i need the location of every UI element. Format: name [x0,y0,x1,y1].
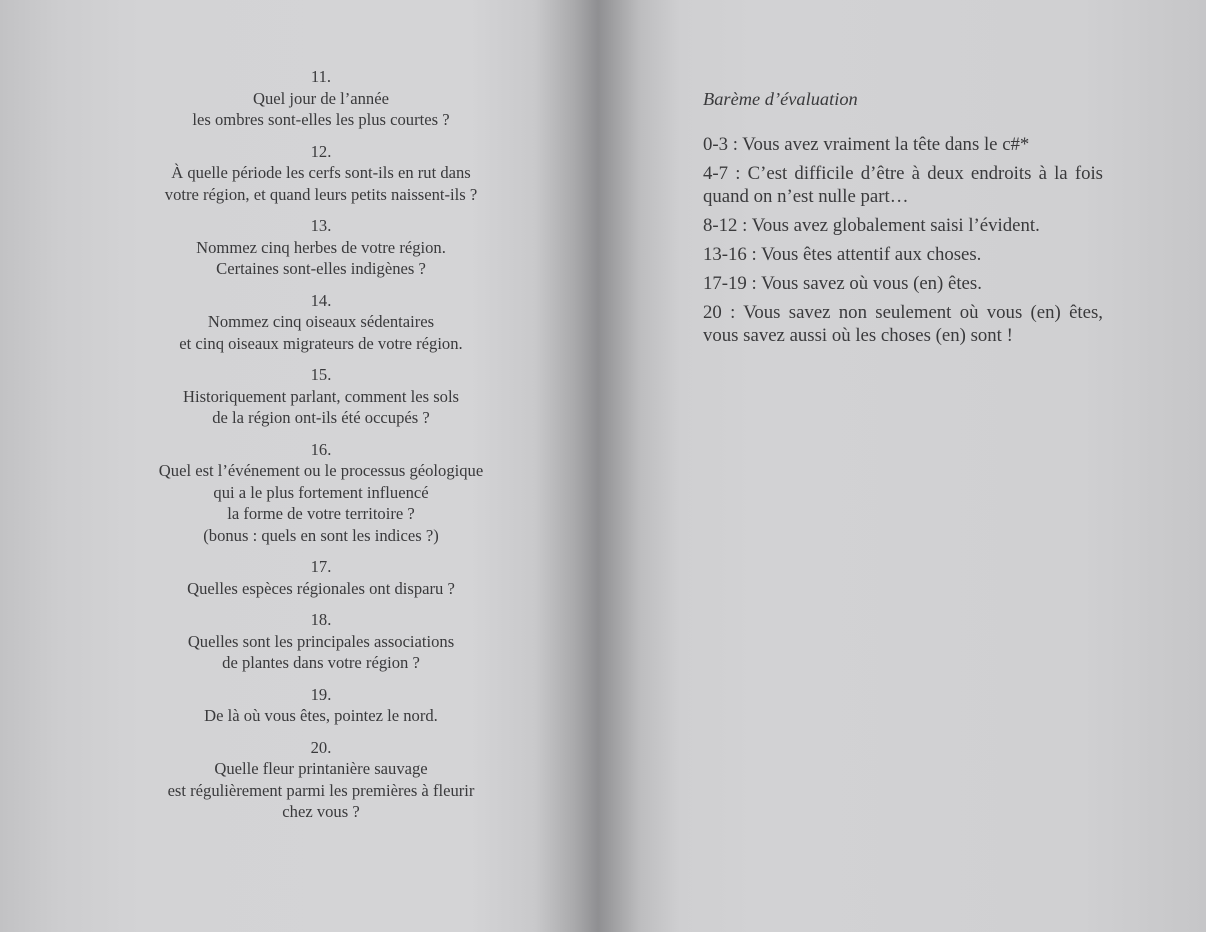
question-block [120,141,522,206]
question-line: la forme de votre territoire ? [227,504,415,523]
question-line: De là où vous êtes, pointez le nord. [204,706,438,725]
question-line: Quelles sont les principales associations [187,631,455,651]
scale-item: 20 : Vous savez non seulement où vous (en) êtes, vous savez aussi où les choses (en) sont ! [703,302,1103,346]
question-number: 17. [310,557,332,576]
question-line: Nommez cinq oiseaux sédentaires [207,312,435,331]
question-block [120,609,522,674]
question-line: Quelle fleur printanière sauvage [214,759,428,778]
question-block [120,684,522,727]
question-number: 13. [310,216,332,235]
question-line: Certaines sont-elles indigènes ? [216,259,426,278]
question-line: est régulièrement parmi les premières à fleurir [167,780,475,800]
question-line: et cinq oiseaux migrateurs de votre région. [179,333,463,353]
question-number: 11. [310,67,332,86]
question-number: 15. [310,365,332,384]
question-number: 14. [310,290,332,310]
question-line: Nommez cinq herbes de votre région. [196,237,446,257]
question-line: Quel est l’événement ou le processus géologique [158,461,484,480]
question-block [120,556,522,599]
question-number: 20. [310,737,332,757]
question-number: 12. [310,141,332,161]
question-number: 16. [310,439,332,459]
question-line: les ombres sont-elles les plus courtes ? [192,110,450,129]
question-block [120,439,522,547]
question-line: de plantes dans votre région ? [222,653,420,672]
question-block [120,215,522,280]
question-line: Quelles espèces régionales ont disparu ? [187,578,455,598]
question-line: qui a le plus fortement influencé [213,482,429,502]
question-line: de la région ont-ils été occupés ? [212,408,430,427]
question-line: (bonus : quels en sont les indices ?) [203,525,439,545]
question-number: 18. [310,610,332,629]
scale-item: 0-3 : Vous avez vraiment la tête dans le c#* [703,134,1030,155]
question-block [120,364,522,429]
question-number: 19. [310,684,332,704]
question-line: Quel jour de l’année [253,88,389,108]
scale-title: Barème d’évaluation [703,89,858,109]
question-line: chez vous ? [282,802,360,821]
scale-item: 17-19 : Vous savez où vous (en) êtes. [703,273,982,294]
right-page [703,88,1103,353]
question-line: À quelle période les cerfs sont-ils en rut dans [171,163,471,182]
scale-item: 13-16 : Vous êtes attentif aux choses. [703,244,982,265]
question-line: Historiquement parlant, comment les sols [182,386,460,406]
left-page [120,66,522,833]
scale-item: 8-12 : Vous avez globalement saisi l’évident. [703,215,1040,236]
question-line: votre région, et quand leurs petits naissent-ils ? [164,184,478,204]
question-block [120,66,522,131]
question-block [120,290,522,355]
scale-item: 4-7 : C’est difficile d’être à deux endroits à la fois quand on n’est nulle part… [703,163,1103,207]
question-block [120,737,522,823]
